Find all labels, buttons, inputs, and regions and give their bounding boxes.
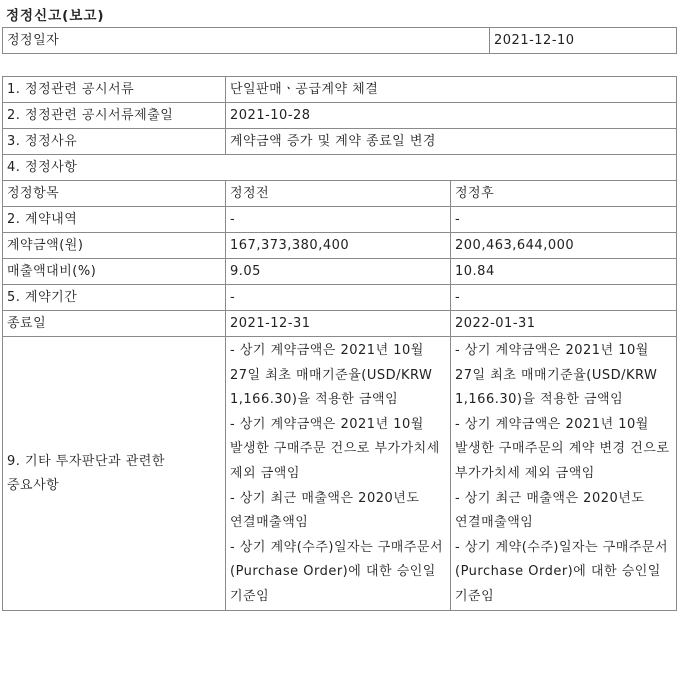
row-label: 3. 정정사유 xyxy=(3,129,226,155)
note-line: - 상기 계약금액은 2021년 10월 27일 최초 매매기준율(USD/KRW 1,166.30)을 적용한 금액임 xyxy=(455,343,658,408)
note-line: - 상기 계약금액은 2021년 10월 27일 최초 매매기준율(USD/KRW 1,166.30)을 적용한 금액임 xyxy=(230,343,433,408)
column-header-item: 정정항목 xyxy=(3,181,226,207)
table-row xyxy=(3,337,677,611)
row-value: 2021-10-28 xyxy=(226,103,677,129)
note-line: - 상기 최근 매출액은 2020년도 연결매출액임 xyxy=(455,490,645,531)
row-label: 매출액대비(%) xyxy=(3,259,226,285)
after-value: 200,463,644,000 xyxy=(451,233,677,259)
note-line: - 상기 계약금액은 2021년 10월 발생한 구매주문 건으로 부가가치세 제외 금액임 xyxy=(230,416,440,481)
before-value: 167,373,380,400 xyxy=(226,233,451,259)
table-row xyxy=(3,311,677,337)
page-title: 정정신고(보고) xyxy=(6,8,105,24)
row-label: 5. 계약기간 xyxy=(3,285,226,311)
note-line: - 상기 계약(수주)일자는 구매주문서(Purchase Order)에 대한 승인일 기준임 xyxy=(455,539,669,604)
correction-date-table xyxy=(2,27,677,54)
column-header-after: 정정후 xyxy=(451,181,677,207)
correction-date-row xyxy=(3,28,677,54)
before-value: - xyxy=(226,207,451,233)
before-notes xyxy=(226,337,451,611)
row-label: 2. 계약내역 xyxy=(3,207,226,233)
row-label: 계약금액(원) xyxy=(3,233,226,259)
table-row xyxy=(3,77,677,103)
row-label: 1. 정정관련 공시서류 xyxy=(3,77,226,103)
column-header-row xyxy=(3,181,677,207)
correction-date-label: 정정일자 xyxy=(3,28,490,54)
before-value: - xyxy=(226,285,451,311)
note-line: - 상기 계약금액은 2021년 10월 발생한 구매주문의 계약 변경 건으로 부가가치세 제외 금액임 xyxy=(455,416,670,481)
section-heading: 4. 정정사항 xyxy=(3,155,677,181)
note-line: - 상기 최근 매출액은 2020년도 연결매출액임 xyxy=(230,490,420,531)
row-label: 종료일 xyxy=(3,311,226,337)
table-row xyxy=(3,129,677,155)
after-value: - xyxy=(451,207,677,233)
after-notes xyxy=(451,337,677,611)
after-value: - xyxy=(451,285,677,311)
table-row xyxy=(3,285,677,311)
before-value: 2021-12-31 xyxy=(226,311,451,337)
row-label: 2. 정정관련 공시서류제출일 xyxy=(3,103,226,129)
correction-details-table xyxy=(2,76,677,611)
after-value: 2022-01-31 xyxy=(451,311,677,337)
note-line: - 상기 계약(수주)일자는 구매주문서(Purchase Order)에 대한 승인일 기준임 xyxy=(230,539,444,604)
row-label: 9. 기타 투자판단과 관련한 중요사항 xyxy=(3,337,226,611)
correction-date-value: 2021-12-10 xyxy=(490,28,677,54)
column-header-before: 정정전 xyxy=(226,181,451,207)
after-value: 10.84 xyxy=(451,259,677,285)
row-value: 단일판매ㆍ공급계약 체결 xyxy=(226,77,677,103)
row-value: 계약금액 증가 및 계약 종료일 변경 xyxy=(226,129,677,155)
table-row xyxy=(3,233,677,259)
table-row xyxy=(3,103,677,129)
table-row xyxy=(3,259,677,285)
before-value: 9.05 xyxy=(226,259,451,285)
table-row xyxy=(3,155,677,181)
table-row xyxy=(3,207,677,233)
